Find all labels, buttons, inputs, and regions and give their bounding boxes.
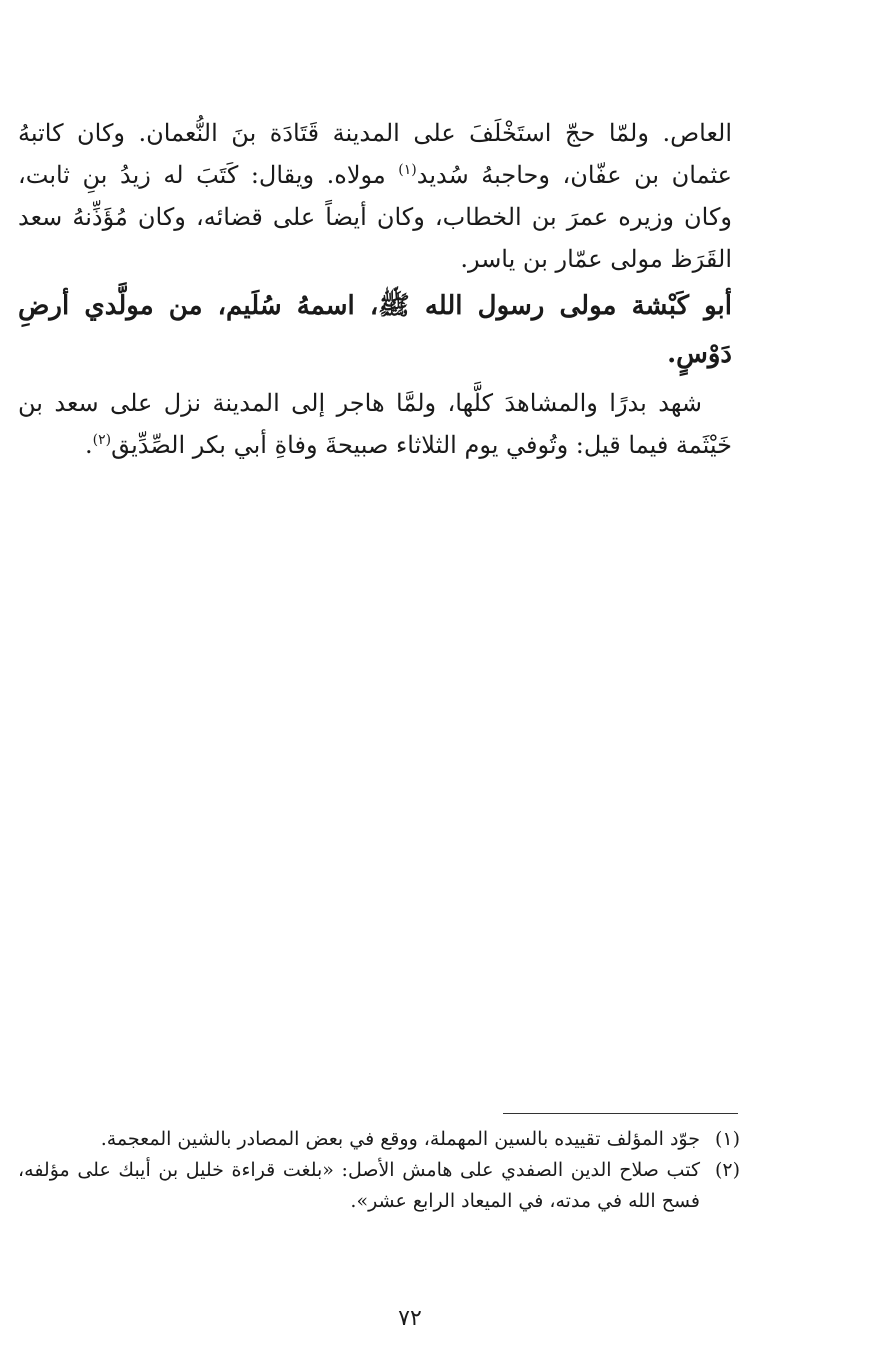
entry-heading: أبو كَبْشة مولى رسول الله ﷺ، اسمهُ سُلَيم، من مولَّدي أرضِ دَوْسٍ. [18, 291, 732, 369]
paragraph-1-text: العاص. ولمّا حجّ استَخْلَفَ على المدينة قَتَادَة بنَ النُّعمان. وكان كاتبهُ عثمان بن عفّان، وحاجبهُ سُديد [18, 119, 733, 189]
footnote-2-text: كتب صلاح الدين الصفدي على هامش الأصل: «بلغت قراءة خليل بن أيبك على مؤلفه، فسح الله في مدته، في الميعاد الرابع عشر». [18, 1159, 700, 1212]
footnote-1 [18, 1124, 740, 1155]
paragraph-1 [18, 112, 732, 280]
footnote-1-number: (١) [714, 1128, 740, 1150]
footnote-separator [503, 1113, 738, 1114]
paragraph-2-end: . [84, 431, 93, 459]
paragraph-2 [18, 382, 732, 466]
main-text-block [18, 112, 732, 466]
footnote-1-text: جوّد المؤلف تقييده بالسين المهملة، ووقع في بعض المصادر بالشين المعجمة. [100, 1128, 700, 1150]
footnotes-block [18, 1124, 740, 1217]
page-number: ٧٢ [398, 1306, 422, 1331]
footnote-2 [18, 1155, 740, 1217]
footnote-ref-2: (٢) [92, 432, 112, 448]
footnote-2-number: (٢) [714, 1159, 740, 1181]
paragraph-2-text: شهد بدرًا والمشاهدَ كلَّها، ولمَّا هاجر إلى المدينة نزل على سعد بن خَيْثَمة فيما قيل: وتُوفي يوم الثلاثاء صبيحةَ وفاةِ أبي بكر الصِّدِّيق [18, 389, 732, 459]
footnote-ref-1: (١) [398, 162, 417, 178]
paragraph-1-continuation: مولاه. ويقال: كَتَبَ له زيدُ بنِ ثابت، وكان وزيره عمرَ بن الخطاب، وكان أيضاً على قضائه، وكان مُؤَذِّنهُ سعد القَرَظ مولى عمّار بن ياسر. [18, 161, 732, 273]
